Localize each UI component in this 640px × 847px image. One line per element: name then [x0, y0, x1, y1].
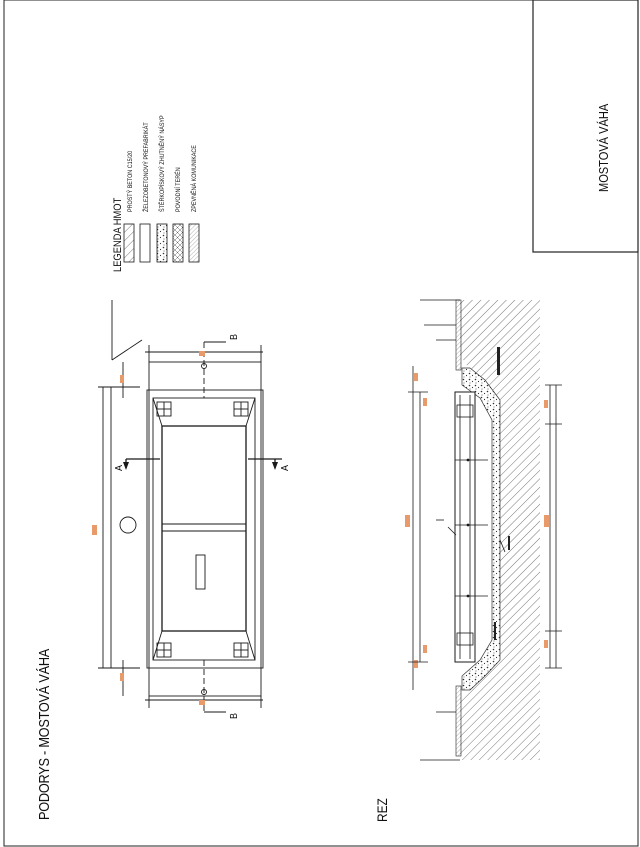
section-a-label-left: A [114, 464, 125, 471]
plan-title: PODORYS - MOSTOVÁ VÁHA [36, 648, 53, 820]
legend-item-label: ŠTĚRKOPÍSKOVÝ ZHUTNĚNÝ NÁSYP [160, 115, 166, 212]
section-view [408, 300, 562, 760]
section-a-label-right: A [280, 464, 291, 471]
legend-swatches [124, 224, 199, 262]
section-b-label-top: B [229, 333, 240, 340]
legend-item-label: ŽELEZOBETONOVÝ PREFABRIKÁT [144, 122, 150, 212]
legend-item-label: ZPEVNĚNÁ KOMUNIKACE [192, 145, 198, 212]
sheet-border [4, 0, 638, 846]
legend-title: LEGENDA HMOT [112, 197, 124, 272]
legend-item-label: POVODNÍ TERÉN [176, 167, 182, 212]
title-block-frame [533, 0, 638, 252]
section-title: REZ [374, 798, 390, 822]
plan-view [98, 300, 282, 712]
title-block-text: MOSTOVÁ VÁHA [596, 103, 611, 192]
dimension-marks [92, 351, 549, 705]
section-b-label-bottom: B [229, 712, 240, 719]
legend-item-label: PROSTÝ BETON C15/20 [128, 150, 134, 212]
